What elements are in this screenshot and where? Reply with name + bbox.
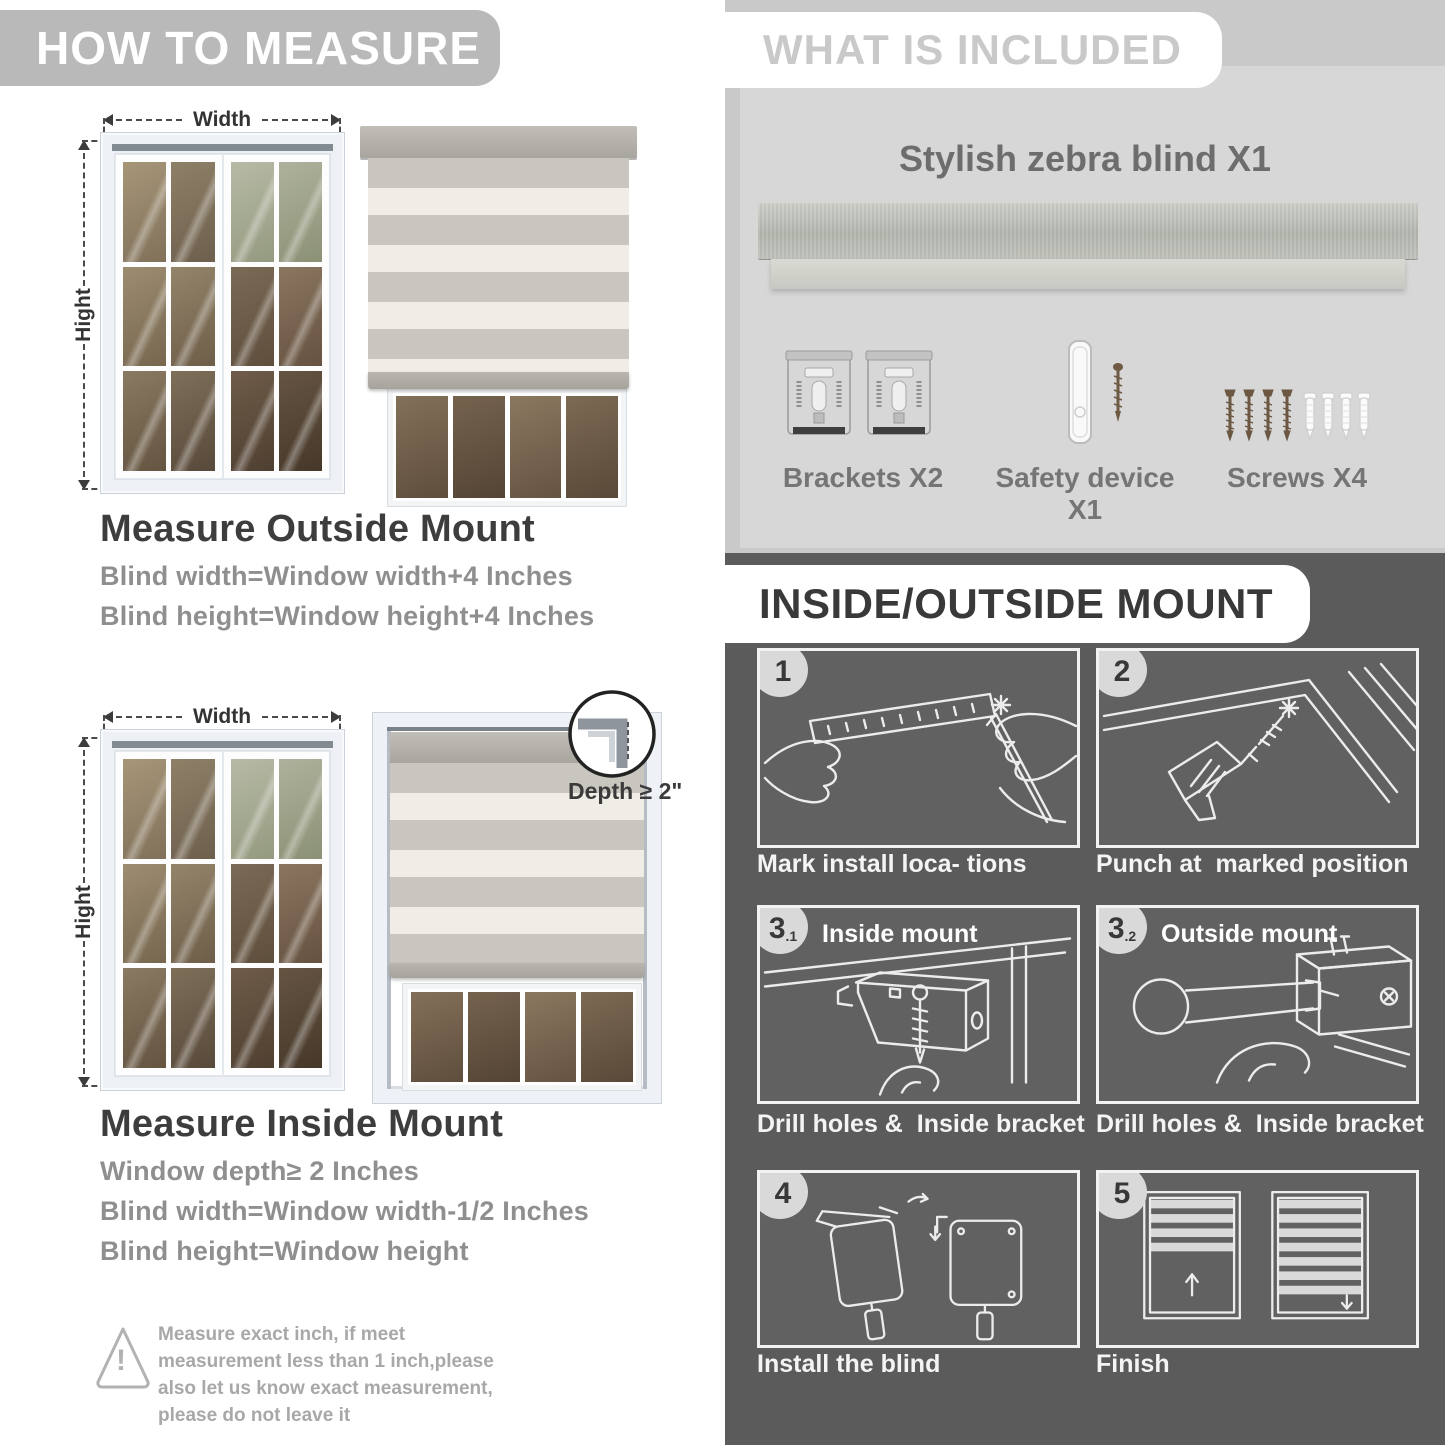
install-blind-illustration (760, 1173, 1077, 1345)
arrow-down-icon (78, 480, 90, 490)
inside-formula-width: Blind width=Window width-1/2 Inches (100, 1196, 590, 1226)
window-pane (171, 968, 214, 1068)
arrow-up-icon (78, 140, 90, 150)
blind-headrail-lip (771, 259, 1405, 289)
arrow-up-icon (78, 737, 90, 747)
outside-formula-width: Blind width=Window width+4 Inches (100, 561, 573, 591)
inside-outside-mount-section (725, 553, 1445, 1445)
window-pane (231, 968, 274, 1068)
arrow-left-icon (103, 711, 113, 723)
window-pane (171, 759, 214, 859)
step-3-1-tile (757, 905, 1080, 1104)
step-3-1-caption: Drill holes & Inside bracket (757, 1110, 1085, 1138)
arrow-right-icon (331, 711, 341, 723)
depth-magnifier-icon (566, 688, 658, 780)
blind-bottom-rail (368, 372, 629, 389)
mark-locations-illustration (760, 651, 1077, 845)
window-pane (123, 864, 166, 964)
finish-illustration (1099, 1173, 1416, 1345)
safety-device-icon (1063, 338, 1097, 450)
step-badge: 2 (1096, 648, 1147, 697)
step-badge: 1 (757, 648, 808, 697)
step-badge: 4 (757, 1170, 808, 1219)
window-pane (581, 992, 633, 1082)
step-1-caption: Mark install loca- tions (757, 850, 1027, 878)
window-pane (468, 992, 520, 1082)
step-4-caption: Install the blind (757, 1350, 941, 1378)
window-sashes (114, 750, 331, 1077)
blind-bottom-rail (390, 963, 644, 978)
brackets-label: Brackets X2 (782, 462, 944, 493)
what-is-included-title: WHAT IS INCLUDED (763, 26, 1182, 73)
window-pane (171, 864, 214, 964)
what-is-included-section (725, 0, 1445, 553)
window-sash (223, 154, 331, 479)
screws-and-anchors-icon (1223, 388, 1373, 446)
window-pane (171, 267, 214, 367)
how-to-measure-header-band (0, 10, 500, 86)
blind-cassette (360, 126, 637, 158)
width-dimension-arrow (103, 108, 341, 131)
step-1-tile (757, 648, 1080, 848)
window-pane (279, 968, 322, 1068)
window-photo-outside (100, 132, 345, 494)
outside-formula-height: Blind height=Window height+4 Inches (100, 601, 595, 631)
window-pane (510, 396, 562, 498)
window-pane (411, 992, 463, 1082)
window-pane (231, 267, 274, 367)
window-pane (525, 992, 577, 1082)
window-sashes (114, 153, 331, 480)
width-label: Width (192, 108, 252, 131)
arrow-right-icon (331, 114, 341, 126)
height-label: Hight (72, 885, 95, 939)
arrow-left-icon (103, 114, 113, 126)
outside-mount-title: Measure Outside Mount (100, 508, 535, 550)
screw-icon (1111, 362, 1125, 426)
step-4-tile (757, 1170, 1080, 1348)
height-dimension-arrow-inside (72, 737, 95, 1087)
window-pane (279, 759, 322, 859)
height-dimension-arrow (72, 140, 95, 490)
window-pane (566, 396, 618, 498)
step-badge: 5 (1096, 1170, 1147, 1219)
step-badge: 3 .2 (1096, 905, 1147, 954)
window-photo-inside (100, 729, 345, 1091)
window-pane (279, 162, 322, 262)
warning-exclamation: ! (116, 1344, 126, 1377)
window-pane (231, 759, 274, 859)
bracket-icon (865, 348, 933, 444)
window-pane (231, 162, 274, 262)
window-pane (231, 864, 274, 964)
window-sash (223, 751, 331, 1076)
drill-position-illustration (1099, 651, 1416, 845)
warning-text: Measure exact inch, if meet measurement less than 1 inch,please also let us know exact measurement, please do not leave it (158, 1324, 494, 1426)
window-head-recess (112, 144, 333, 151)
window-pane (171, 162, 214, 262)
arrow-down-icon (78, 1077, 90, 1087)
height-label: Hight (72, 288, 95, 342)
zebra-stripes (368, 158, 629, 372)
mount-title: INSIDE/OUTSIDE MOUNT (759, 580, 1274, 627)
inside-formula-height: Blind height=Window height (100, 1236, 469, 1266)
window-panes (396, 396, 618, 498)
step-3-2-caption: Drill holes & Inside bracket (1096, 1110, 1424, 1138)
blind-item-label: Stylish zebra blind X1 (898, 138, 1272, 179)
inside-mount-title: Measure Inside Mount (100, 1103, 504, 1145)
window-panes (411, 992, 633, 1082)
window-pane (279, 267, 322, 367)
window-pane (279, 864, 322, 964)
blind-headrail-photo (758, 203, 1418, 259)
window-pane (231, 371, 274, 471)
safety-device-label: Safety device X1 (995, 462, 1175, 525)
window-under-blind (403, 984, 641, 1090)
bracket-icon (785, 348, 853, 444)
step-2-tile (1096, 648, 1419, 848)
window-pane (396, 396, 448, 498)
window-pane (279, 371, 322, 471)
step-5-caption: Finish (1096, 1350, 1170, 1378)
window-pane (123, 267, 166, 367)
step-5-tile (1096, 1170, 1419, 1348)
step-3-2-tile (1096, 905, 1419, 1104)
how-to-measure-title: HOW TO MEASURE (36, 22, 482, 74)
window-pane (123, 371, 166, 471)
window-pane (123, 162, 166, 262)
window-pane (123, 759, 166, 859)
window-sash (115, 154, 223, 479)
inside-depth-line: Window depth≥ 2 Inches (100, 1156, 419, 1186)
window-under-blind (388, 388, 626, 506)
inside-mount-label: Inside mount (822, 920, 978, 948)
screws-label: Screws X4 (1226, 462, 1368, 493)
window-pane (171, 371, 214, 471)
window-pane (453, 396, 505, 498)
mount-header-band (725, 565, 1310, 643)
what-is-included-header-band (725, 12, 1222, 88)
window-sash (115, 751, 223, 1076)
window-head-recess (112, 741, 333, 748)
width-dimension-arrow-inside (103, 705, 341, 728)
step-badge: 3 .1 (757, 905, 808, 954)
width-label: Width (192, 705, 252, 728)
depth-requirement-label: Depth ≥ 2" (568, 778, 683, 804)
outside-mount-label: Outside mount (1161, 920, 1338, 948)
step-2-caption: Punch at marked position (1096, 850, 1409, 878)
window-pane (123, 968, 166, 1068)
